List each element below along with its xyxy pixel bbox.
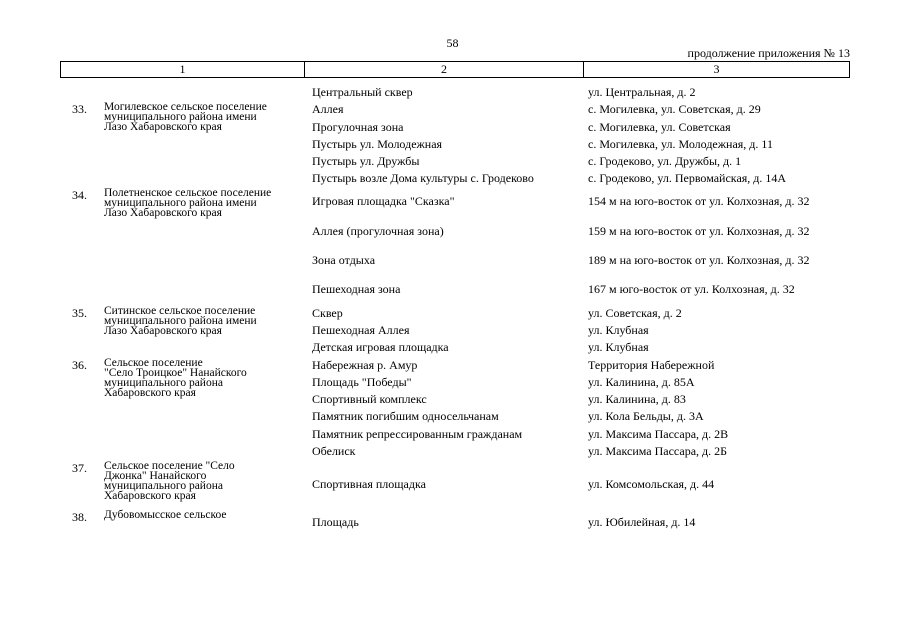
- settlement-name-line: Хабаровского края: [104, 387, 196, 399]
- settlement-name-line: Ситинское сельское поселение: [104, 305, 256, 317]
- settlement-name-line: муниципального района имени: [104, 111, 257, 123]
- object-name: Пешеходная Аллея: [312, 323, 410, 337]
- object-address: ул. Центральная, д. 2: [588, 85, 696, 99]
- settlement-name-line: Лазо Хабаровского края: [104, 325, 222, 337]
- settlement-name-line: Могилевское сельское поселение: [104, 101, 267, 113]
- object-name: Памятник погибшим односельчанам: [312, 409, 499, 423]
- settlement-name-line: Дубовомысское сельское: [104, 509, 227, 521]
- settlement-name-line: Лазо Хабаровского края: [104, 207, 222, 219]
- settlement-name-line: Джонка" Нанайского: [104, 470, 207, 482]
- settlement-name-line: Хабаровского края: [104, 490, 196, 502]
- continuation-note: продолжение приложения № 13: [687, 46, 850, 60]
- object-name: Игровая площадка "Сказка": [312, 194, 455, 208]
- object-name: Прогулочная зона: [312, 120, 404, 134]
- object-name: Зона отдыха: [312, 253, 376, 267]
- object-address: 167 м юго-восток от ул. Колхозная, д. 32: [588, 282, 795, 296]
- object-address: ул. Юбилейная, д. 14: [588, 515, 696, 529]
- settlement-name-line: муниципального района: [104, 377, 223, 389]
- object-name: Памятник репрессированным гражданам: [312, 427, 523, 441]
- object-name: Обелиск: [312, 444, 356, 458]
- object-name: Пешеходная зона: [312, 282, 401, 296]
- object-name: Аллея (прогулочная зона): [312, 224, 444, 238]
- object-address: с. Могилевка, ул. Советская, д. 29: [588, 102, 761, 116]
- row-number: 37.: [72, 461, 87, 475]
- settlement-name-line: муниципального района имени: [104, 315, 257, 327]
- object-address: с. Гродеково, ул. Дружбы, д. 1: [588, 154, 742, 168]
- object-address: Территория Набережной: [588, 358, 715, 372]
- object-address: ул. Комсомольская, д. 44: [588, 477, 715, 491]
- object-name: Площадь "Победы": [312, 375, 412, 389]
- column-header-3: 3: [713, 62, 720, 76]
- column-header-1: 1: [61, 62, 305, 77]
- object-address: ул. Максима Пассара, д. 2В: [588, 427, 729, 441]
- row-number: 38.: [72, 510, 87, 524]
- object-name: Пустырь ул. Дружбы: [312, 154, 420, 168]
- object-name: Детская игровая площадка: [312, 340, 449, 354]
- settlement-name-line: муниципального района: [104, 480, 223, 492]
- table-header: [60, 61, 850, 78]
- object-address: ул. Клубная: [588, 323, 649, 337]
- object-address: ул. Калинина, д. 83: [588, 392, 686, 406]
- page-number: 58: [446, 36, 459, 50]
- object-name: Площадь: [312, 515, 359, 529]
- object-name: Спортивный комплекс: [312, 392, 427, 406]
- object-name: Набережная р. Амур: [312, 358, 418, 372]
- object-name: Пустырь возле Дома культуры с. Гродеково: [312, 171, 534, 185]
- object-name: Аллея: [312, 102, 344, 116]
- row-number: 36.: [72, 358, 87, 372]
- column-header-2: 2: [305, 62, 584, 77]
- object-address: с. Могилевка, ул. Молодежная, д. 11: [588, 137, 773, 151]
- settlement-name-line: Полетненское сельское поселение: [104, 187, 272, 199]
- object-address: ул. Кола Бельды, д. 3А: [588, 409, 704, 423]
- row-number: 34.: [72, 188, 87, 202]
- object-address: 159 м на юго-восток от ул. Колхозная, д. 32: [588, 224, 810, 238]
- settlement-name-line: Сельское поселение: [104, 357, 203, 369]
- settlement-name-line: Сельское поселение "Село: [104, 460, 235, 472]
- settlement-name-line: муниципального района имени: [104, 197, 257, 209]
- object-address: ул. Калинина, д. 85А: [588, 375, 695, 389]
- object-address: ул. Клубная: [588, 340, 649, 354]
- object-name: Сквер: [312, 306, 343, 320]
- object-address: ул. Максима Пассара, д. 2Б: [588, 444, 728, 458]
- object-name: Центральный сквер: [312, 85, 413, 99]
- settlement-name-line: Лазо Хабаровского края: [104, 121, 222, 133]
- object-address: ул. Советская, д. 2: [588, 306, 682, 320]
- settlement-name-line: "Село Троицкое" Нанайского: [104, 367, 247, 379]
- row-number: 33.: [72, 102, 87, 116]
- row-number: 35.: [72, 306, 87, 320]
- object-address: 154 м на юго-восток от ул. Колхозная, д. 32: [588, 194, 810, 208]
- object-name: Спортивная площадка: [312, 477, 426, 491]
- object-name: Пустырь ул. Молодежная: [312, 137, 443, 151]
- object-address: 189 м на юго-восток от ул. Колхозная, д. 32: [588, 253, 810, 267]
- object-address: с. Гродеково, ул. Первомайская, д. 14А: [588, 171, 787, 185]
- object-address: с. Могилевка, ул. Советская: [588, 120, 731, 134]
